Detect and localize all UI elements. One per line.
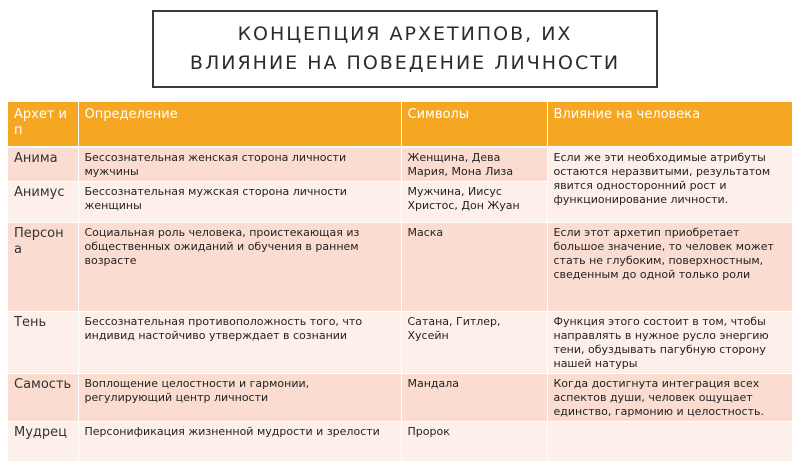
row-symbols: Женщина, Дева Мария, Мона Лиза [401,147,547,182]
header-archetype: Архет ип [8,102,78,147]
archetypes-table [8,102,793,462]
row-influence: Если этот архетип приобретает большое значение, то человек может стать не глубоким, поверхностным, сведенным до одной только роли [547,223,792,312]
page-title [190,20,620,78]
title-box [152,10,658,88]
row-definition: Социальная роль человека, проистекающая из общественных ожиданий и обучения в раннем возрасте [78,223,401,312]
row-symbols: Мужчина, Иисус Христос, Дон Жуан [401,182,547,223]
row-definition: Бессознательная женская сторона личности мужчины [78,147,401,182]
row-influence: Если же эти необходимые атрибуты остаются неразвитыми, результатом явится односторонний рост и функционирование личности. [547,147,792,223]
row-name: Анима [8,147,78,182]
row-definition: Бессознательная противоположность того, что индивид настойчиво утверждает в сознании [78,312,401,374]
title-line-2: ВЛИЯНИЕ НА ПОВЕДЕНИЕ ЛИЧНОСТИ [189,52,621,74]
row-name: Самость [8,374,78,422]
row-definition: Персонификация жизненной мудрости и зрелости [78,422,401,462]
row-definition: Бессознательная мужская сторона личности женщины [78,182,401,223]
row-definition: Воплощение целостности и гармонии, регулирующий центр личности [78,374,401,422]
row-symbols: Мандала [401,374,547,422]
row-influence: Когда достигнута интеграция всех аспектов души, человек ощущает единство, гармонию и целостность. [547,374,792,422]
row-symbols: Пророк [401,422,547,462]
title-line-1: КОНЦЕПЦИЯ АРХЕТИПОВ, ИХ [237,23,573,45]
header-symbols: Символы [401,102,547,147]
row-influence [547,422,792,462]
table-row [8,147,792,182]
row-name: Мудрец [8,422,78,462]
row-symbols: Маска [401,223,547,312]
header-definition: Определение [78,102,401,147]
header-influence: Влияние на человека [547,102,792,147]
table-row [8,223,792,312]
table-row [8,422,792,462]
table-row [8,374,792,422]
table-header-row [8,102,792,147]
row-name: Персона [8,223,78,312]
row-influence: Функция этого состоит в том, чтобы направлять в нужное русло энергию тени, обуздывать пагубную сторону нашей натуры [547,312,792,374]
row-name: Тень [8,312,78,374]
table-row [8,312,792,374]
row-name: Анимус [8,182,78,223]
row-symbols: Сатана, Гитлер, Хусейн [401,312,547,374]
